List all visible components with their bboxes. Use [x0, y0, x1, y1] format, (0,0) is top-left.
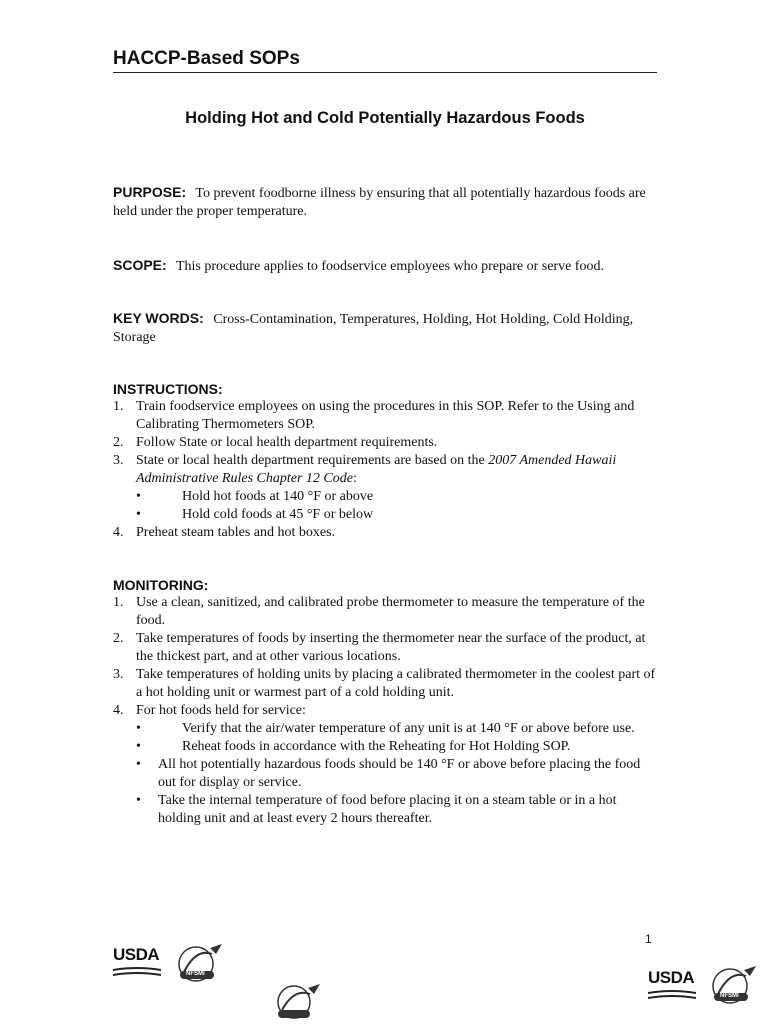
list-number: 2.: [113, 631, 124, 646]
nfsmi-emblem-icon: [706, 964, 762, 1010]
purpose-section: [113, 183, 658, 221]
list-text: Take temperatures of foods by inserting the thermometer near the surface of the product, at the thickest part, and at other various locations.: [136, 631, 646, 664]
list-text: Follow State or local health department requirements.: [136, 435, 438, 450]
list-number: 4.: [113, 525, 124, 540]
nfsmi-logo: [706, 964, 762, 1015]
usda-swoosh-icon: [113, 965, 161, 977]
bullet-icon: •: [136, 721, 141, 736]
bullet-text: All hot potentially hazardous foods should be 140 °F or above before placing the food out for display or service.: [158, 757, 641, 790]
list-number: 1.: [113, 399, 124, 414]
list-number: 3.: [113, 667, 124, 682]
bullet-item: [136, 720, 658, 738]
bullet-icon: •: [136, 793, 141, 808]
bullet-item: [136, 792, 658, 828]
bullet-icon: •: [136, 507, 141, 522]
scope-text: This procedure applies to foodservice employees who prepare or serve food.: [175, 259, 604, 274]
list-number: 2.: [113, 435, 124, 450]
list-text: Use a clean, sanitized, and calibrated probe thermometer to measure the temperature of the food.: [136, 595, 645, 628]
scope-label: SCOPE:: [113, 257, 167, 273]
list-text: Train foodservice employees on using the procedures in this SOP. Refer to the Using and Calibrating Thermometers SOP.: [136, 399, 635, 432]
list-number: 1.: [113, 595, 124, 610]
purpose-text: To prevent foodborne illness by ensuring that all potentially hazardous foods are held under the proper temperature.: [113, 186, 646, 219]
bullet-icon: •: [136, 739, 141, 754]
nfsmi-logo: [172, 942, 228, 993]
nfsmi-emblem-icon: [272, 982, 322, 1024]
bullet-text: Take the internal temperature of food before placing it on a steam table or in a hot holding unit and at least every 2 hours thereafter.: [158, 793, 617, 826]
page-number: 1: [645, 932, 652, 946]
list-number: 3.: [113, 453, 124, 468]
keywords-label: KEY WORDS:: [113, 310, 204, 326]
keywords-text: Cross-Contamination, Temperatures, Holding, Hot Holding, Cold Holding, Storage: [113, 312, 634, 345]
list-item: [113, 630, 658, 666]
usda-logo: [648, 968, 696, 1000]
usda-logo-text: USDA: [113, 945, 160, 964]
purpose-label: PURPOSE:: [113, 184, 187, 200]
bullet-text: Hold cold foods at 45 °F or below: [182, 507, 374, 522]
monitoring-section: [113, 576, 658, 828]
bullet-icon: •: [136, 489, 141, 504]
list-number: 4.: [113, 703, 124, 718]
bullet-item: [136, 488, 658, 506]
nfsmi-logo: [272, 982, 322, 1029]
nfsmi-emblem-icon: [172, 942, 228, 988]
bullet-item: [136, 506, 658, 524]
bullet-item: [136, 738, 658, 756]
list-item: [113, 702, 658, 720]
list-text: Preheat steam tables and hot boxes.: [136, 525, 336, 540]
keywords-section: [113, 309, 658, 347]
list-item: [113, 594, 658, 630]
usda-swoosh-icon: [648, 988, 696, 1000]
document-title: Holding Hot and Cold Potentially Hazardous Foods: [185, 109, 585, 127]
instructions-section: [113, 380, 658, 542]
instructions-heading: INSTRUCTIONS:: [113, 381, 223, 397]
bullet-text: Verify that the air/water temperature of any unit is at 140 °F or above before use.: [182, 721, 635, 736]
header-title: HACCP-Based SOPs: [113, 48, 657, 73]
list-text: Take temperatures of holding units by placing a calibrated thermometer in the coolest part of a hot holding unit or warmest part of a cold holding unit.: [136, 667, 656, 700]
usda-logo: [113, 945, 161, 977]
list-text: For hot foods held for service:: [136, 703, 306, 718]
nfsmi-logo-text: NFSMI: [186, 971, 205, 977]
list-text: State or local health department requirements are based on the: [136, 453, 489, 468]
list-item: [113, 524, 658, 542]
nfsmi-logo-text: NFSMI: [720, 993, 739, 999]
bullet-item: [136, 756, 658, 792]
list-item: [113, 452, 658, 524]
usda-logo-text: USDA: [648, 968, 695, 987]
bullet-text: Reheat foods in accordance with the Reheating for Hot Holding SOP.: [182, 739, 571, 754]
scope-section: [113, 256, 658, 276]
monitoring-heading: MONITORING:: [113, 577, 209, 593]
list-item: [113, 666, 658, 702]
bullet-text: Hold hot foods at 140 °F or above: [182, 489, 374, 504]
code-reference: 2007 Amended Hawaii Administrative Rules Chapter 12 Code: [136, 453, 617, 486]
bullet-icon: •: [136, 757, 141, 772]
list-text-suffix: :: [352, 471, 357, 486]
list-item: [113, 398, 658, 434]
list-item: [113, 434, 658, 452]
